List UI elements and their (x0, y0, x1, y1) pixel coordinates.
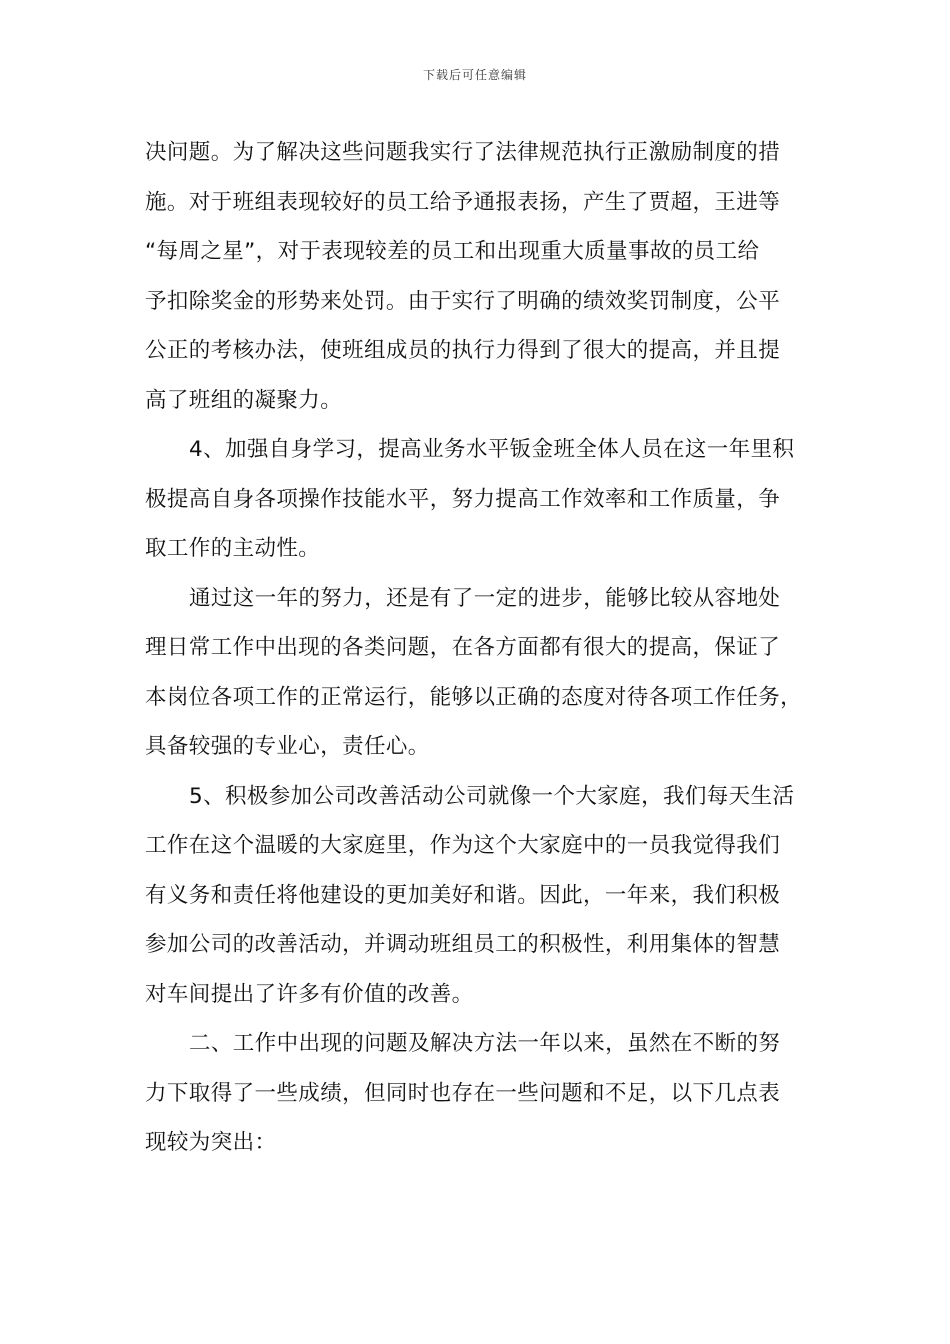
text-line: 4、加强自身学习，提高业务水平钣金班全体人员在这一年里积 (189, 437, 795, 462)
text-line: 二、工作中出现的问题及解决方法一年以来，虽然在不断的努 (189, 1031, 781, 1056)
paragraph-self-study (145, 425, 825, 574)
text-line: 现较为突出： (145, 1130, 277, 1155)
text-line: 对车间提出了许多有价值的改善。 (145, 981, 474, 1007)
text-line: “每周之星”，对于表现较差的员工和出现重大质量事故的员工给 (145, 239, 760, 264)
text-line: 极提高自身各项操作技能水平，努力提高工作效率和工作质量，争 (145, 486, 781, 512)
text-line: 取工作的主动性。 (145, 536, 321, 561)
paragraph-progress (145, 574, 825, 772)
text-line: 5、积极参加公司改善活动公司就像一个大家庭，我们每天生活 (189, 783, 795, 809)
text-line: 本岗位各项工作的正常运行，能够以正确的态度对待各项工作任务， (145, 684, 803, 710)
document-body (145, 128, 825, 1168)
page-header: 下载后可任意编辑 (422, 68, 527, 82)
text-line: 有义务和责任将他建设的更加美好和谐。因此，一年来，我们积极 (145, 882, 781, 908)
text-line: 公正的考核办法，使班组成员的执行力得到了很大的提高，并且提 (145, 338, 781, 363)
text-line: 通过这一年的努力，还是有了一定的进步，能够比较从容地处 (189, 585, 781, 611)
text-line: 决问题。为了解决这些问题我实行了法律规范执行正激励制度的措 (145, 140, 781, 165)
text-line: 理日常工作中出现的各类问题，在各方面都有很大的提高，保证了 (145, 635, 781, 660)
paragraph-improvement-activities (145, 772, 825, 1020)
text-line: 具备较强的专业心，责任心。 (145, 734, 430, 759)
text-line: 高了班组的凝聚力。 (145, 387, 343, 413)
text-line: 参加公司的改善活动，并调动班组员工的积极性，利用集体的智慧 (145, 932, 781, 957)
paragraph-continuation (145, 128, 825, 425)
text-line: 予扣除奖金的形势来处罚。由于实行了明确的绩效奖罚制度，公平 (145, 288, 781, 314)
text-line: 施。对于班组表现较好的员工给予通报表扬，产生了贾超，王进等 (145, 189, 781, 215)
text-line: 工作在这个温暖的大家庭里，作为这个大家庭中的一员我觉得我们 (145, 833, 781, 858)
text-line: 力下取得了一些成绩，但同时也存在一些问题和不足，以下几点表 (145, 1080, 781, 1106)
paragraph-problems-solutions (145, 1019, 825, 1168)
